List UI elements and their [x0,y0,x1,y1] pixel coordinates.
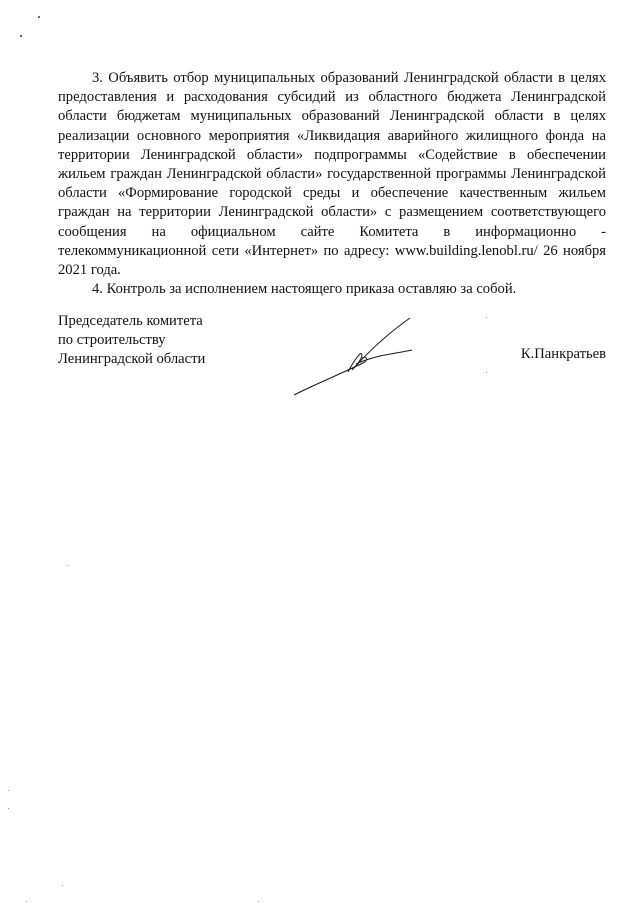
handwritten-signature [290,312,425,402]
scan-speck [20,35,22,37]
document-body [58,69,606,299]
signer-position-line-1: Председатель комитета [58,313,203,329]
scan-dot [486,317,487,318]
scan-dot [67,565,68,566]
paragraph-item-4: 4. Контроль за исполнением настоящего приказа оставляю за собой. [92,281,517,298]
scan-dot [486,372,487,373]
signer-name: К.Панкратьев [520,346,606,362]
scan-speck [38,16,40,18]
signer-position-line-3: Ленинградской области [58,351,206,368]
scan-dot [62,885,63,886]
paragraph-item-3: 3. Объявить отбор муниципальных образований Ленинградской области в целях предоставления и расходования субсидий из областного бюджета Ленинградской области бюджетам муниципальных образований Ленинградской области в целях реализации основного мероприятия «Ликвидация аварийного жилищного фонда на территории Ленинградской области» подпрограммы «Содействие в обеспечении жильем граждан Ленинградской области» государственной программы Ленинградской области «Формирование городской среды и обеспечение качественным жильем граждан на территории Ленинградской области» с размещением соответствующего сообщения на официальном сайте Комитета в информационно - телекоммуникационной сети «Интернет» по адресу: www.building.lenobl.ru/ 26 ноября 2021 года. [58,70,606,279]
scan-dot [8,808,9,809]
scan-dot [258,901,259,902]
scan-dot [8,790,9,791]
signer-position-line-2: по строительству [58,332,166,349]
scan-dot [26,901,27,902]
signer-position [58,312,205,370]
